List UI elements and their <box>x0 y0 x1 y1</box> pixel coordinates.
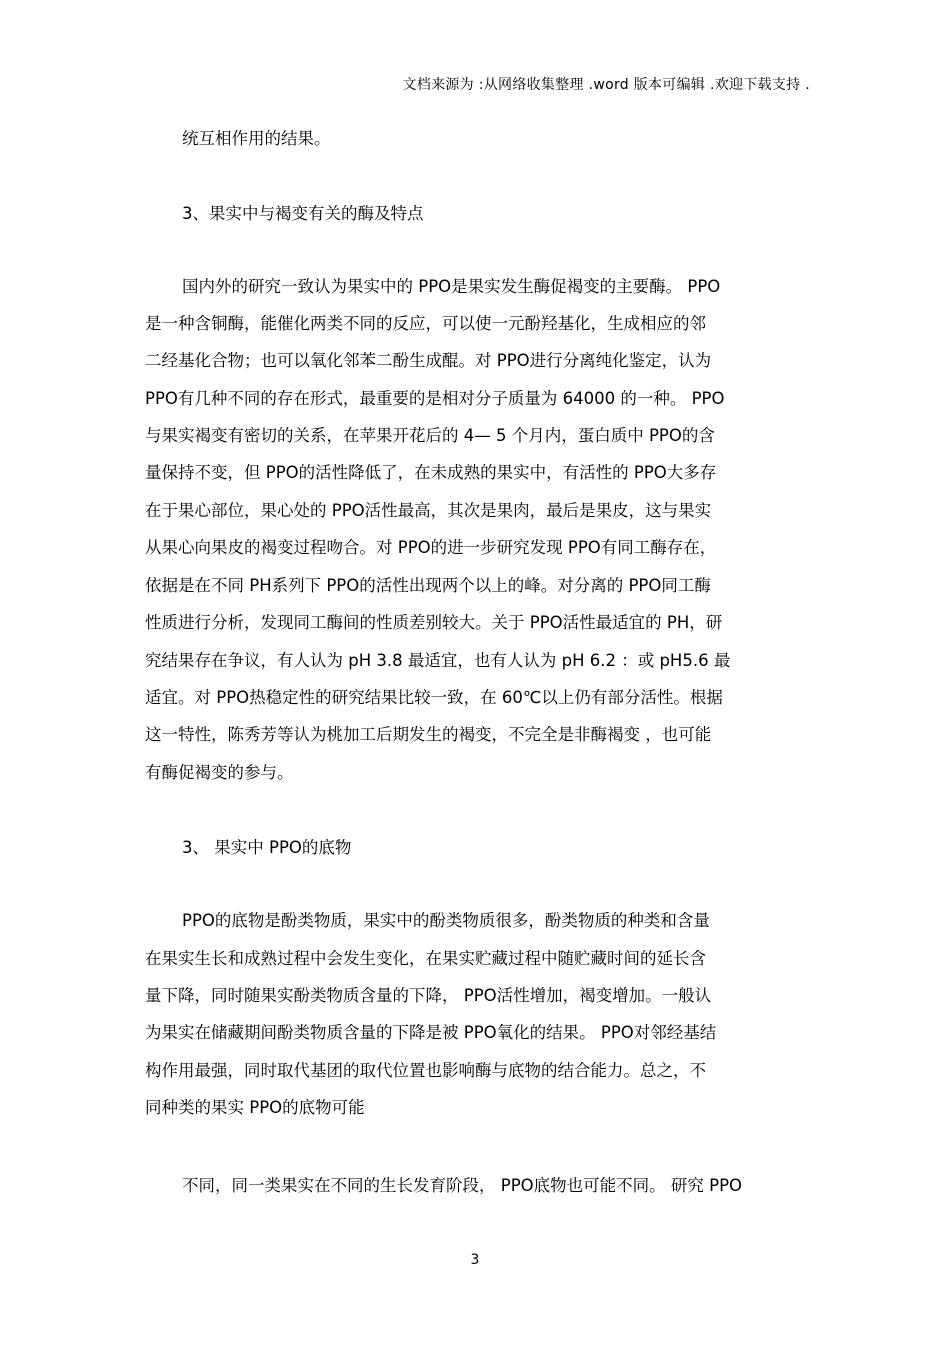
page-header-note: 文档来源为 :从网络收集整理 .word 版本可编辑 .欢迎下载支持 . <box>402 77 810 93</box>
paragraph-2-line: PPO的底物是酚类物质，果实中的酚类物质很多，酚类物质的种类和含量 <box>182 911 710 930</box>
paragraph-1-line: 二经基化合物；也可以氧化邻苯二酚生成醌。对 PPO进行分离纯化鉴定，认为 <box>145 351 712 370</box>
paragraph-1-line: 适宜。对 PPO热稳定性的研究结果比较一致，在 60℃以上仍有部分活性。根据 <box>145 688 723 707</box>
paragraph-1-line: 这一特性，陈秀芳等认为桃加工后期发生的褐变，不完全是非酶褐变 ，也可能 <box>145 725 712 744</box>
paragraph-2-line: 量下降，同时随果实酚类物质含量的下降， PPO活性增加，褐变增加。一般认 <box>145 986 712 1005</box>
page-number: 3 <box>470 1252 480 1268</box>
paragraph-1-line: 有酶促褐变的参与。 <box>145 763 294 782</box>
paragraph-1-line: 依据是在不同 PH系列下 PPO的活性出现两个以上的峰。对分离的 PPO同工酶 <box>145 576 711 595</box>
paragraph-3-line: 不同，同一类果实在不同的生长发育阶段， PPO底物也可能不同。 研究 PPO <box>182 1176 743 1195</box>
paragraph-1-line: 从果心向果皮的褐变过程吻合。对 PPO的进一步研究发现 PPO有同工酶存在， <box>145 538 717 557</box>
paragraph-2-line: 在果实生长和成熟过程中会发生变化，在果实贮藏过程中随贮藏时间的延长含 <box>145 949 706 968</box>
paragraph-2-line: 为果实在储藏期间酚类物质含量的下降是被 PPO氧化的结果。 PPO对邻经基结 <box>145 1023 717 1042</box>
paragraph-2-line: 构作用最强，同时取代基团的取代位置也影响酶与底物的结合能力。总之，不 <box>145 1061 706 1080</box>
section-heading-enzymes: 3、果实中与褐变有关的酶及特点 <box>182 204 424 223</box>
paragraph-1-line: 性质进行分析，发现同工酶间的性质差别较大。关于 PPO活性最适宜的 PH，研 <box>145 613 723 632</box>
paragraph-1-line: 究结果存在争议，有人认为 pH 3.8 最适宜，也有人认为 pH 6.2 ：或 pH5.6 最 <box>145 651 731 670</box>
paragraph-1-line: 在于果心部位，果心处的 PPO活性最高，其次是果肉，最后是果皮，这与果实 <box>145 501 712 520</box>
paragraph-1-line: 国内外的研究一致认为果实中的 PPO是果实发生酶促褐变的主要酶。 PPO <box>182 277 721 296</box>
section-heading-substrate: 3、 果实中 PPO的底物 <box>182 838 352 857</box>
continuation-line: 统互相作用的结果。 <box>182 129 331 148</box>
paragraph-1-line: 与果实褐变有密切的关系，在苹果开花后的 4— 5 个月内，蛋白质中 PPO的含 <box>145 426 715 445</box>
paragraph-1-line: 是一种含铜酶，能催化两类不同的反应，可以使一元酚羟基化，生成相应的邻 <box>145 314 706 333</box>
paragraph-1-line: 量保持不变，但 PPO的活性降低了，在未成熟的果实中，有活性的 PPO大多存 <box>145 463 717 482</box>
paragraph-2-line: 同种类的果实 PPO的底物可能 <box>145 1098 365 1117</box>
paragraph-1-line: PPO有几种不同的存在形式，最重要的是相对分子质量为 64000 的一种。 PPO <box>145 389 725 408</box>
